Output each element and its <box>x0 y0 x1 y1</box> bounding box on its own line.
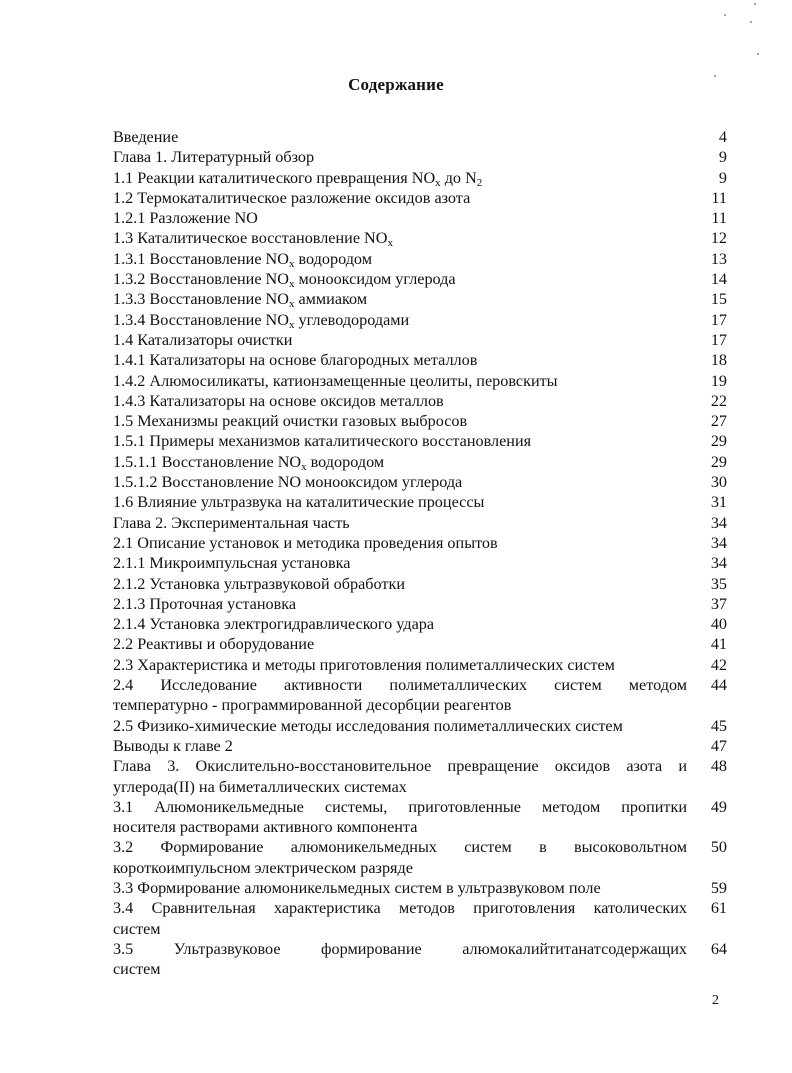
toc-entry[interactable] <box>113 289 727 309</box>
toc-entry[interactable] <box>113 574 727 594</box>
toc-page-number: 14 <box>710 270 727 289</box>
toc-entry-title <box>113 371 693 391</box>
toc-page-number: 50 <box>710 838 727 857</box>
toc-title-text: 2.1.3 Проточная установка <box>113 594 297 613</box>
toc-entry[interactable] <box>113 655 727 675</box>
subscript: x <box>288 278 295 291</box>
toc-entry-title <box>113 675 693 716</box>
toc-title-text: до N <box>440 168 477 187</box>
toc-entry-title <box>113 533 693 553</box>
toc-page-number: 11 <box>711 209 727 228</box>
toc-entry[interactable] <box>113 411 727 431</box>
toc-title-text: 1.6 Влияние ультразвука на каталитические процессы <box>113 493 485 512</box>
toc-page-number: 4 <box>718 128 727 146</box>
toc-title-text: 1.4.3 Катализаторы на основе оксидов металлов <box>113 391 444 410</box>
toc-page-number: 44 <box>710 676 727 695</box>
toc-title-text: 1.3.2 Восстановление NO <box>113 270 289 289</box>
toc-page-number: 47 <box>710 736 727 755</box>
toc-page-number: 34 <box>710 533 727 552</box>
toc-title-text: 1.3 Каталитическое восстановление NO <box>113 229 388 248</box>
toc-entry[interactable] <box>113 310 727 330</box>
toc-entry-title <box>113 249 693 269</box>
toc-entry[interactable] <box>113 127 727 147</box>
toc-title-text: 3.5 Ультразвуковое формирование алюмокалийтитанатсодержащих <box>113 939 687 958</box>
toc-page-number: 11 <box>711 188 727 207</box>
toc-title-text: 2.1.4 Установка электрогидравлического удара <box>113 615 435 634</box>
toc-entry-title <box>113 269 693 289</box>
toc-title-text: 1.2 Термокаталитическое разложение оксидов азота <box>113 188 471 207</box>
toc-title-text: 3.2 Формирование алюмоникельмедных систем в высоковольтном <box>113 838 687 857</box>
toc-title-continuation: систем <box>113 960 161 979</box>
toc-entry-title <box>113 797 693 838</box>
toc-page-number: 9 <box>718 168 727 187</box>
toc-entry-title <box>113 736 693 756</box>
toc-title-text: Введение <box>113 128 179 146</box>
toc-entry[interactable] <box>113 675 727 716</box>
toc-entry-title <box>113 716 693 736</box>
toc-entry-title <box>113 492 693 512</box>
toc-page-number: 64 <box>710 939 727 958</box>
toc-entry-title <box>113 553 693 573</box>
page-title: Содержание <box>348 75 444 94</box>
toc-page-number: 17 <box>710 330 727 349</box>
toc-title-text: 2.1.2 Установка ультразвуковой обработки <box>113 574 405 593</box>
toc-title-text: 2.1 Описание установок и методика проведения опытов <box>113 533 498 552</box>
toc-page-number: 34 <box>710 554 727 573</box>
toc-title-continuation: короткоимпульсном электрическом разряде <box>113 858 413 877</box>
toc-page-number: 22 <box>710 391 727 410</box>
toc-entry[interactable] <box>113 269 727 289</box>
toc-entry-title <box>113 452 693 472</box>
scan-speck <box>754 3 756 5</box>
toc-page-number: 48 <box>710 757 727 776</box>
toc-title-text: 1.4.1 Катализаторы на основе благородных металлов <box>113 351 478 370</box>
toc-title-text: 1.5.1.1 Восстановление NO <box>113 452 302 471</box>
toc-title-text: 3.4 Сравнительная характеристика методов приготовления католических <box>113 899 687 918</box>
toc-entry-title <box>113 431 693 451</box>
toc-title-text: 2.2 Реактивы и оборудование <box>113 635 315 654</box>
toc-entry[interactable] <box>113 391 727 411</box>
subscript: 2 <box>476 176 483 189</box>
toc-entry[interactable] <box>113 716 727 736</box>
toc-entry[interactable] <box>113 513 727 533</box>
toc-entry[interactable] <box>113 594 727 614</box>
toc-title-text: водородом <box>306 452 385 471</box>
toc-entry-title <box>113 228 693 248</box>
toc-title-text: монооксидом углерода <box>294 270 456 289</box>
toc-entry-title <box>113 594 693 614</box>
toc-entry[interactable] <box>113 472 727 492</box>
toc-entry-title <box>113 513 693 533</box>
toc-page-number: 19 <box>710 371 727 390</box>
toc-entry[interactable] <box>113 249 727 269</box>
toc-entry[interactable] <box>113 898 727 939</box>
toc-title-text: аммиаком <box>294 290 368 309</box>
toc-page-number: 15 <box>710 290 727 309</box>
toc-page-number: 12 <box>710 229 727 248</box>
subscript: x <box>288 318 295 331</box>
toc-entry-title <box>113 411 693 431</box>
scan-speck <box>724 14 726 16</box>
toc-entry-title <box>113 147 693 167</box>
toc-entry[interactable] <box>113 736 727 756</box>
toc-entry[interactable] <box>113 533 727 553</box>
toc-title-text: Глава 1. Литературный обзор <box>113 148 315 167</box>
toc-entry-title <box>113 878 693 898</box>
toc-title-text: 1.5.1 Примеры механизмов каталитического восстановления <box>113 432 532 451</box>
toc-page-number: 13 <box>710 249 727 268</box>
toc-page-number: 49 <box>710 797 727 816</box>
toc-entry[interactable] <box>113 431 727 451</box>
toc-entry[interactable] <box>113 188 727 208</box>
toc-entry-title <box>113 837 693 878</box>
toc-title-text: 2.1.1 Микроимпульсная установка <box>113 554 351 573</box>
toc-entry[interactable] <box>113 492 727 512</box>
toc-entry[interactable] <box>113 797 727 838</box>
toc-page-number: 29 <box>710 432 727 451</box>
toc-entry-title <box>113 310 693 330</box>
toc-entry[interactable] <box>113 147 727 167</box>
toc-entry[interactable] <box>113 371 727 391</box>
toc-page-number: 42 <box>710 655 727 674</box>
toc-title-text: 1.3.3 Восстановление NO <box>113 290 289 309</box>
toc-title-text: 2.3 Характеристика и методы приготовления полиметаллических систем <box>113 655 615 674</box>
scan-speck <box>757 53 759 55</box>
subscript: x <box>288 298 295 311</box>
toc-entry[interactable] <box>113 878 727 898</box>
toc-entry-title <box>113 756 693 797</box>
toc-entry[interactable] <box>113 756 727 797</box>
toc-entry[interactable] <box>113 350 727 370</box>
toc-entry[interactable] <box>113 330 727 350</box>
subscript: x <box>301 460 307 473</box>
toc-title-text: Глава 2. Экспериментальная часть <box>113 513 350 532</box>
toc-entry-title <box>113 208 693 228</box>
toc-entry-title <box>113 898 693 939</box>
toc-title-text: Выводы к главе 2 <box>113 736 233 755</box>
toc-entry-title <box>113 472 693 492</box>
toc-page-number: 9 <box>718 148 727 167</box>
page-number: 2 <box>712 993 719 1008</box>
toc-page-number: 41 <box>710 635 727 654</box>
toc-title-text: 3.3 Формирование алюмоникельмедных систем в ультразвуковом поле <box>113 878 601 897</box>
toc-entry-title <box>113 188 693 208</box>
toc-entry[interactable] <box>113 553 727 573</box>
toc-page-number: 30 <box>710 473 727 492</box>
subscript: x <box>387 237 393 250</box>
toc-entry[interactable] <box>113 168 727 188</box>
toc-page-number: 37 <box>710 594 727 613</box>
toc-entry[interactable] <box>113 837 727 878</box>
toc-entry-title <box>113 350 693 370</box>
subscript: x <box>435 176 441 189</box>
toc-page-number: 61 <box>710 899 727 918</box>
toc-entry[interactable] <box>113 228 727 248</box>
toc-page-number: 27 <box>710 412 727 431</box>
toc-title-continuation: носителя растворами активного компонента <box>113 818 418 837</box>
toc-page-number: 31 <box>710 493 727 512</box>
scan-speck <box>750 21 752 23</box>
toc-title-text: 1.4 Катализаторы очистки <box>113 330 293 349</box>
toc-entry-title <box>113 289 693 309</box>
toc-title-continuation: температурно - программированной десорбции реагентов <box>113 696 512 715</box>
toc-entry-title <box>113 655 693 675</box>
toc-entry-title <box>113 634 693 654</box>
toc-title-text: 1.2.1 Разложение NO <box>113 209 258 228</box>
toc-page-number: 29 <box>710 452 727 471</box>
toc-entry-title <box>113 614 693 634</box>
toc-entry-title <box>113 168 693 188</box>
toc-title-continuation: систем <box>113 919 161 938</box>
toc-entry-title <box>113 939 693 980</box>
toc-title-text: 1.5.1.2 Восстановление NO монооксидом углерода <box>113 473 463 492</box>
toc-title-text: 1.3.4 Восстановление NO <box>113 310 289 329</box>
toc-entry[interactable] <box>113 614 727 634</box>
toc-entry[interactable] <box>113 634 727 654</box>
toc-title-text: 2.4 Исследование активности полиметаллических систем методом <box>113 676 687 695</box>
toc-entry[interactable] <box>113 452 727 472</box>
toc-title-text: 1.1 Реакции каталитического превращения NO <box>113 168 436 187</box>
toc-page-number: 59 <box>710 878 727 897</box>
toc-title-text: 1.5 Механизмы реакций очистки газовых выбросов <box>113 412 468 431</box>
toc-entry-title <box>113 127 693 147</box>
toc-title-continuation: углерода(II) на биметаллических системах <box>113 777 407 796</box>
toc-title-text: водородом <box>294 249 372 268</box>
toc-page-number: 35 <box>710 574 727 593</box>
table-of-contents <box>113 127 727 979</box>
toc-page-number: 40 <box>710 615 727 634</box>
toc-page-number: 34 <box>710 513 727 532</box>
toc-page-number: 18 <box>710 351 727 370</box>
toc-entry[interactable] <box>113 208 727 228</box>
toc-title-text: 1.3.1 Восстановление NO <box>113 249 289 268</box>
toc-title-text: 1.4.2 Алюмосиликаты, катионзамещенные цеолиты, перовскиты <box>113 371 558 390</box>
toc-title-text: углеводородами <box>294 310 410 329</box>
toc-entry-title <box>113 574 693 594</box>
toc-page-number: 45 <box>710 716 727 735</box>
toc-title-text: 3.1 Алюмоникельмедные системы, приготовленные методом пропитки <box>113 797 687 816</box>
toc-entry-title <box>113 391 693 411</box>
subscript: x <box>288 257 295 270</box>
toc-page-number: 17 <box>710 310 727 329</box>
toc-title-text: 2.5 Физико-химические методы исследования полиметаллических систем <box>113 716 623 735</box>
toc-title-text: Глава 3. Окислительно-восстановительное превращение оксидов азота и <box>113 757 687 776</box>
toc-entry[interactable] <box>113 939 727 980</box>
toc-entry-title <box>113 330 693 350</box>
